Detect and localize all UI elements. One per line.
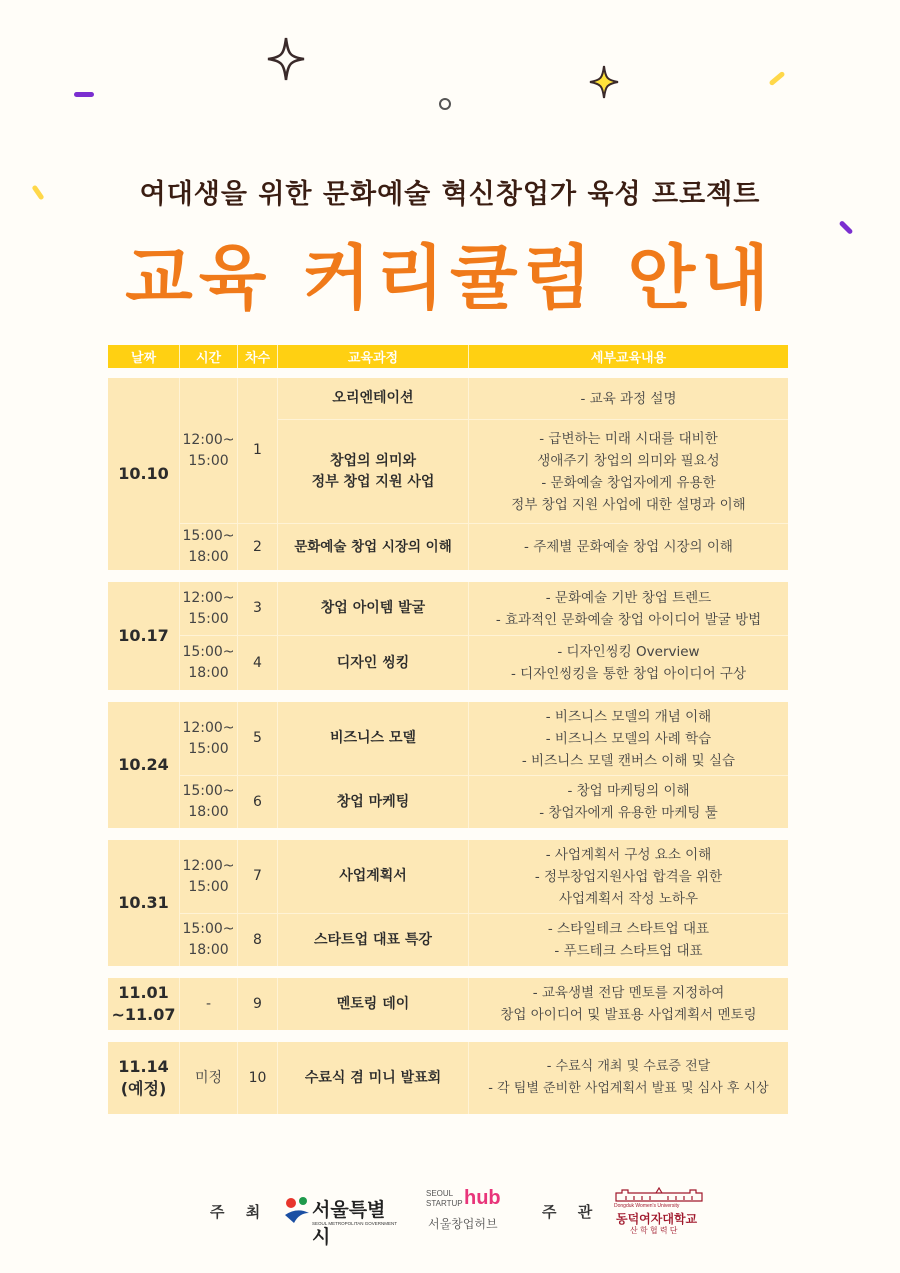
detail-cell: - 스타일테크 스타트업 대표 - 푸드테크 스타트업 대표 (547, 921, 710, 959)
block-1031 (108, 840, 788, 966)
time-cell: 12:00~ 15:00 (180, 702, 238, 776)
organizer-label: 주 관 (542, 1203, 601, 1221)
page-title: 교육 커리큘럼 안내 (125, 237, 775, 319)
host-label: 주 최 (210, 1203, 269, 1221)
col-session: 차수 (238, 345, 278, 368)
date-cell: 10.24 (108, 702, 180, 828)
detail-cell: - 창업 마케팅의 이해 - 창업자에게 유용한 마케팅 툴 (539, 783, 718, 821)
hub-logo-mark: hub (464, 1187, 501, 1209)
session-num: 10 (238, 1042, 278, 1114)
course-cell: 창업의 의미와 정부 창업 지원 사업 (278, 420, 469, 524)
circle-icon (437, 96, 453, 112)
detail-cell: - 교육생별 전담 멘토를 지정하여 창업 아이디어 및 발표용 사업계획서 멘토링 (500, 985, 757, 1023)
curriculum-table (108, 345, 788, 1114)
col-course: 교육과정 (278, 345, 469, 368)
sparkle-outline-icon (266, 36, 306, 82)
hub-logo-top: SEOUL STARTUP (426, 1189, 463, 1208)
detail-cell: - 문화예술 기반 창업 트렌드 - 효과적인 문화예술 창업 아이디어 발굴 방법 (469, 582, 788, 636)
course-cell: 스타트업 대표 특강 (278, 914, 469, 966)
date-cell: 11.14 (예정) (108, 1042, 180, 1114)
col-time: 시간 (180, 345, 238, 368)
footer-sponsors (0, 1185, 900, 1248)
course-cell: 창업 마케팅 (278, 776, 469, 828)
time-cell: - (180, 978, 238, 1030)
time-cell: 15:00~ 18:00 (180, 776, 238, 828)
time-cell: 미정 (180, 1042, 238, 1114)
session-num: 6 (238, 776, 278, 828)
dongduk-logo (614, 1187, 706, 1239)
time-cell: 15:00~ 18:00 (180, 636, 238, 690)
detail-cell: - 교육 과정 설명 (469, 378, 788, 420)
detail-cell: - 디자인씽킹 Overview - 디자인씽킹을 통한 창업 아이디어 구상 (511, 644, 746, 682)
hub-logo-name: 서울창업허브 (428, 1217, 498, 1231)
col-detail: 세부교육내용 (590, 351, 667, 366)
block-1024 (108, 702, 788, 828)
time-cell: 15:00~ 18:00 (180, 914, 238, 966)
seoul-logo-mark-icon (282, 1193, 312, 1227)
date-cell: 11.01 ~11.07 (108, 978, 180, 1030)
dongduk-logo-name: 동덕여자대학교 (616, 1212, 698, 1226)
course-cell: 창업 아이템 발굴 (278, 582, 469, 636)
sparkle-yellow-icon (588, 64, 620, 100)
date-cell: 10.17 (108, 582, 180, 690)
detail-cell: - 급변하는 미래 시대를 대비한 생애주기 창업의 의미와 필요성 - 문화예술 창업자에게 유용한 정부 창업 지원 사업에 대한 설명과 이해 (469, 420, 788, 524)
seoul-startup-hub-logo (426, 1189, 506, 1237)
detail-cell: - 사업계획서 구성 요소 이해 - 정부창업지원사업 합격을 위한 사업계획서 작성 노하우 (469, 840, 788, 914)
session-num: 8 (238, 914, 278, 966)
purple-dash-left (74, 92, 94, 97)
seoul-logo-sub: SEOUL METROPOLITAN GOVERNMENT (312, 1221, 398, 1226)
time-cell: 15:00~ 18:00 (180, 524, 238, 570)
seoul-logo-name: 서울특별시 (312, 1200, 386, 1248)
seoul-city-logo (282, 1191, 402, 1248)
detail-cell: - 주제별 문화예술 창업 시장의 이해 (524, 539, 733, 555)
course-cell: 멘토링 데이 (278, 978, 469, 1030)
block-1010 (108, 378, 788, 570)
yellow-dash-right (768, 71, 785, 86)
dongduk-logo-eng: Dongduk Women's University (614, 1203, 680, 1209)
block-1101 (108, 978, 788, 1030)
dongduk-logo-sub: 산 학 협 력 단 (630, 1226, 678, 1235)
course-cell: 오리엔테이션 (278, 378, 469, 420)
session-num: 5 (238, 702, 278, 776)
session-num: 7 (238, 840, 278, 914)
dongduk-building-icon (614, 1187, 704, 1203)
table-header (108, 345, 788, 368)
session-num: 9 (238, 978, 278, 1030)
course-cell: 사업계획서 (278, 840, 469, 914)
block-1017 (108, 582, 788, 690)
course-cell: 비즈니스 모델 (278, 702, 469, 776)
session-num: 1 (238, 378, 278, 524)
col-date: 날짜 (108, 345, 180, 368)
time-cell: 12:00~ 15:00 (180, 378, 238, 524)
time-cell: 12:00~ 15:00 (180, 582, 238, 636)
date-cell: 10.31 (108, 840, 180, 966)
time-cell: 12:00~ 15:00 (180, 840, 238, 914)
course-cell: 문화예술 창업 시장의 이해 (278, 524, 469, 570)
course-cell: 디자인 씽킹 (278, 636, 469, 690)
session-num: 3 (238, 582, 278, 636)
block-1114 (108, 1042, 788, 1114)
detail-cell: - 비즈니스 모델의 개념 이해 - 비즈니스 모델의 사례 학습 - 비즈니스 모델 캔버스 이해 및 실습 (469, 702, 788, 776)
project-subtitle: 여대생을 위한 문화예술 혁신창업가 육성 프로젝트 (139, 179, 761, 210)
session-num: 2 (238, 524, 278, 570)
date-cell: 10.10 (108, 378, 180, 570)
session-num: 4 (238, 636, 278, 690)
detail-cell: - 수료식 개최 및 수료증 전달 - 각 팀별 준비한 사업계획서 발표 및 심사 후 시상 (488, 1059, 769, 1096)
course-cell: 수료식 겸 미니 발표회 (278, 1042, 469, 1114)
